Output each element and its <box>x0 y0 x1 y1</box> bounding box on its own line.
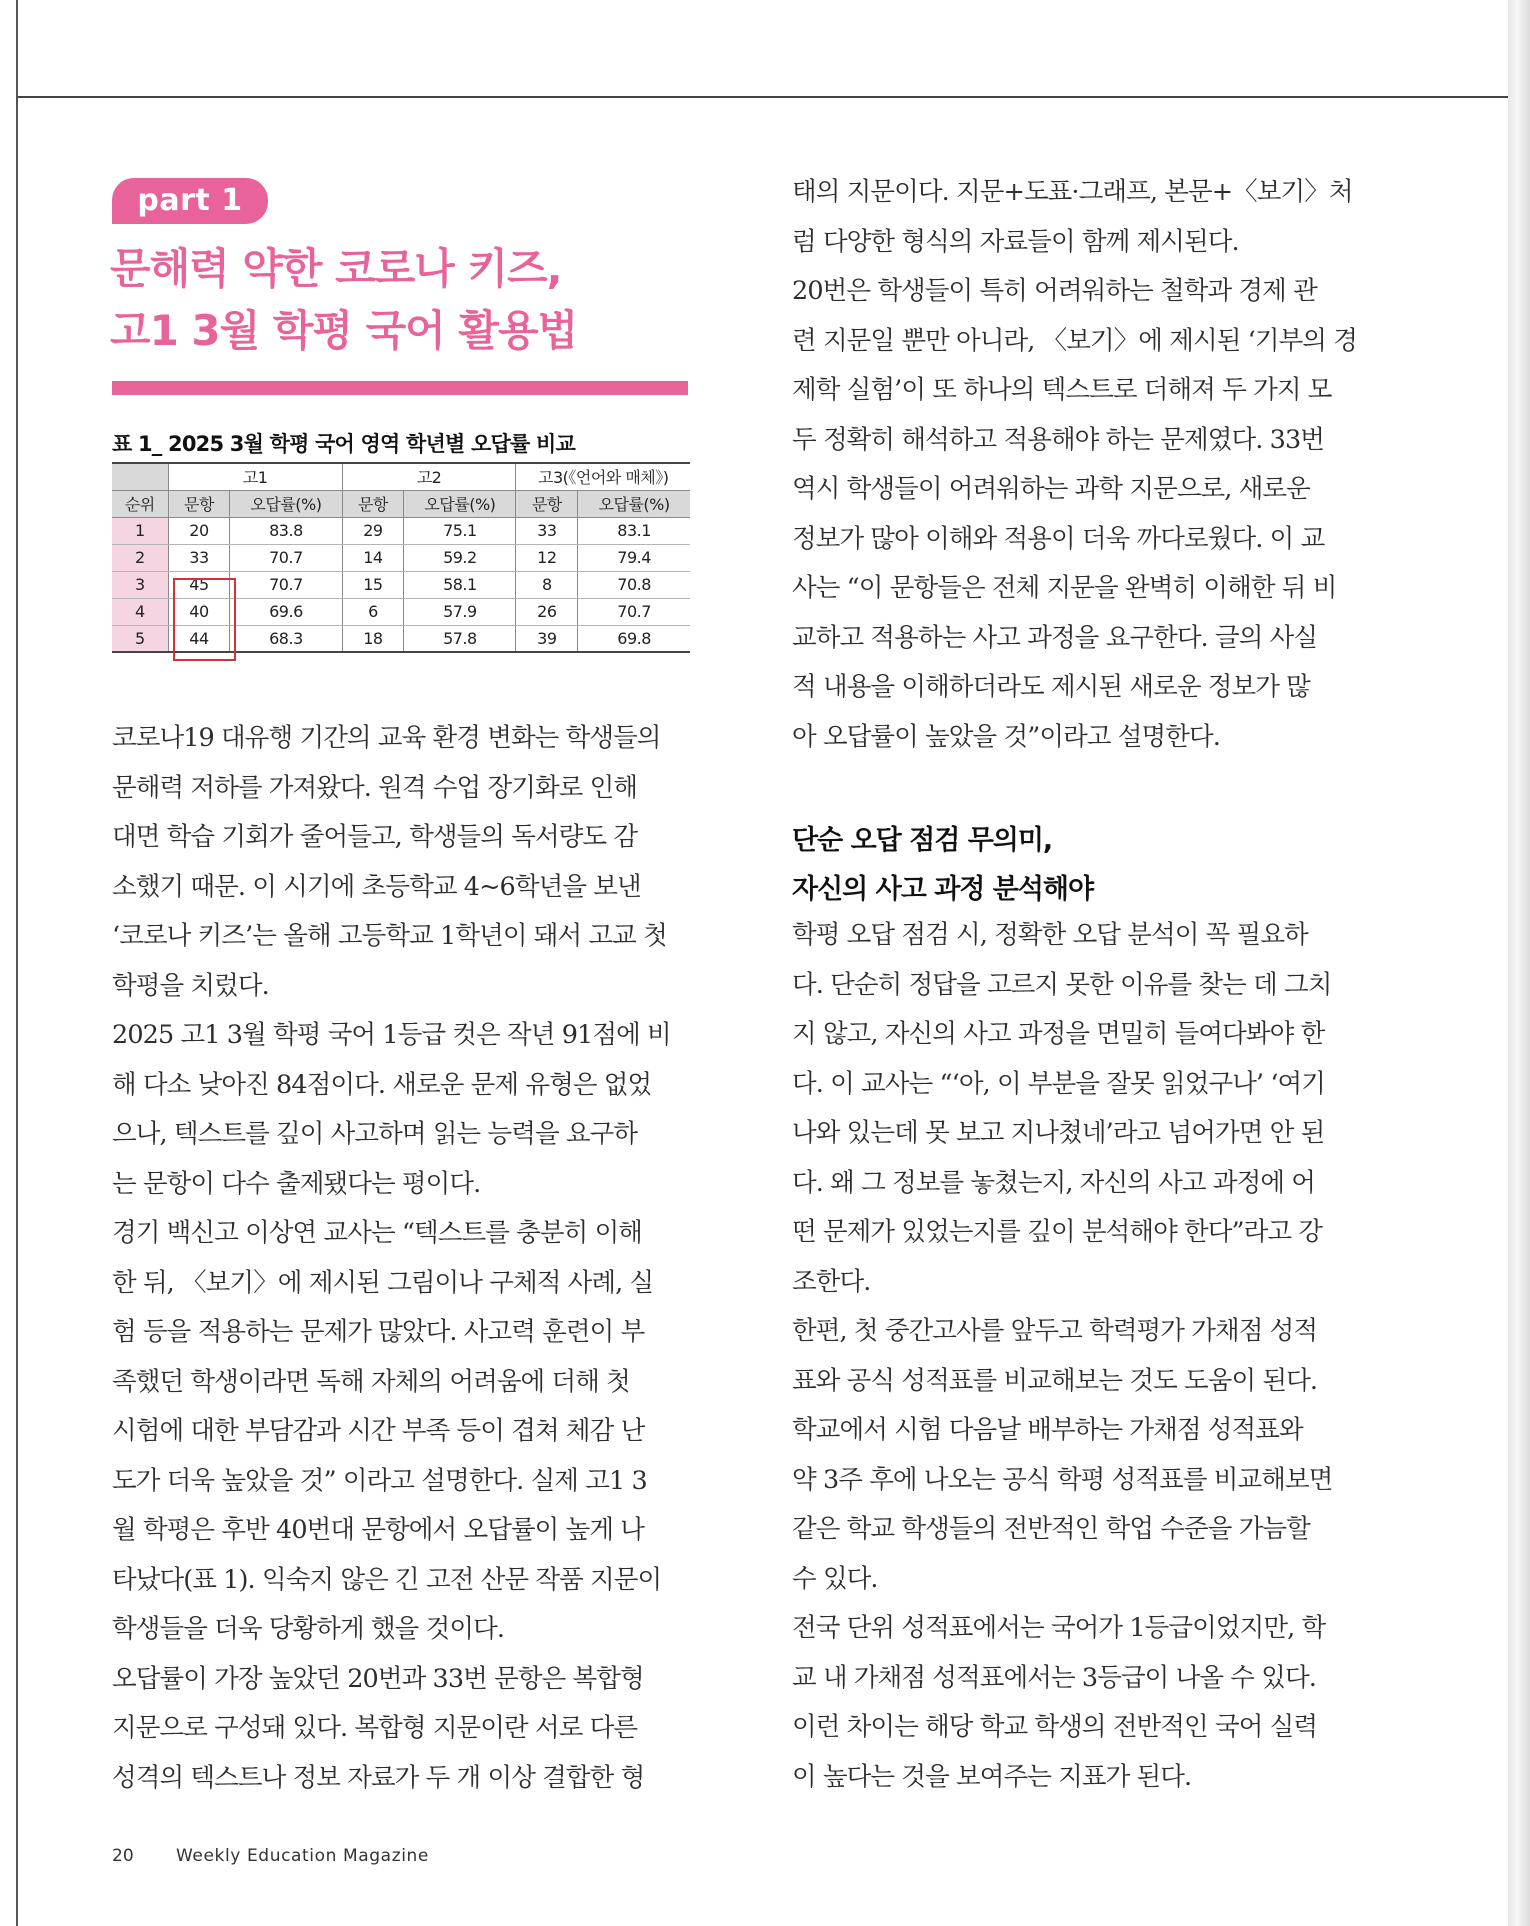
table-corner <box>112 463 168 490</box>
table-cell: 70.8 <box>578 571 690 598</box>
text-line: 월 학평은 후반 40번대 문항에서 오답률이 높게 나 <box>112 1515 645 1545</box>
table-cell: 39 <box>516 625 578 652</box>
text-line: 럼 다양한 형식의 자료들이 함께 제시된다. <box>792 226 1239 257</box>
text-line: 해 다소 낮아진 84점이다. 새로운 문제 유형은 없었 <box>112 1069 652 1100</box>
text-line: 족했던 학생이라면 독해 자체의 어려움에 더해 첫 <box>112 1366 630 1397</box>
text-line: 같은 학교 학생들의 전반적인 학업 수준을 가늠할 <box>792 1514 1310 1544</box>
table-cell: 29 <box>342 517 404 544</box>
column-header: 문항 <box>342 490 404 517</box>
right-body-text-1 <box>792 168 1372 762</box>
text-line: 교 내 가채점 성적표에서는 3등급이 나올 수 있다. <box>792 1662 1316 1693</box>
text-line: 코로나19 대유행 기간의 교육 환경 변화는 학생들의 <box>112 723 661 753</box>
rank-header: 순위 <box>112 490 168 517</box>
subhead-line: 단순 오답 점검 무의미, <box>792 825 1053 856</box>
table-cell: 70.7 <box>578 598 690 625</box>
text-line: 으나, 텍스트를 깊이 사고하며 읽는 능력을 요구하 <box>112 1119 638 1149</box>
text-line: 수 있다. <box>792 1563 878 1594</box>
table-cell: 69.8 <box>578 625 690 652</box>
highlight-box <box>173 578 236 661</box>
table-caption: 표 1_ 2025 3월 학평 국어 영역 학년별 오답률 비교 <box>112 432 575 456</box>
table-cell: 57.9 <box>404 598 516 625</box>
table-cell: 70.7 <box>230 571 342 598</box>
magazine-name: Weekly Education Magazine <box>176 1846 429 1866</box>
rank-cell: 1 <box>112 517 168 544</box>
text-line: 오답률이 가장 높았던 20번과 33번 문항은 복합형 <box>112 1663 644 1694</box>
table-cell: 75.1 <box>404 517 516 544</box>
table-cell: 26 <box>516 598 578 625</box>
text-line: 대면 학습 기회가 줄어들고, 학생들의 독서량도 감 <box>112 822 638 852</box>
text-line: 타났다(표 1). 익숙지 않은 긴 고전 산문 작품 지문이 <box>112 1564 662 1595</box>
text-line: 소했기 때문. 이 시기에 초등학교 4~6학년을 보낸 <box>112 871 641 902</box>
subhead-line: 자신의 사고 과정 분석해야 <box>792 874 1094 905</box>
column-header: 오답률(%) <box>230 490 342 517</box>
table-cell: 44 <box>168 625 230 652</box>
text-line: 역시 학생들이 어려워하는 과학 지문으로, 새로운 <box>792 474 1310 504</box>
text-line: 사는 “이 문항들은 전체 지문을 완벽히 이해한 뒤 비 <box>792 573 1337 603</box>
text-line: 정보가 많아 이해와 적용이 더욱 까다로웠다. 이 교 <box>792 523 1325 554</box>
table-cell: 18 <box>342 625 404 652</box>
page-number: 20 <box>112 1846 134 1866</box>
table-cell: 70.7 <box>230 544 342 571</box>
table-cell: 33 <box>168 544 230 571</box>
rank-cell: 3 <box>112 571 168 598</box>
text-line: 학교에서 시험 다음날 배부하는 가채점 성적표와 <box>792 1415 1303 1445</box>
text-line: 학평 오답 점검 시, 정확한 오답 분석이 꼭 필요하 <box>792 920 1308 950</box>
text-line: 제학 실험’이 또 하나의 텍스트로 더해져 두 가지 모 <box>792 375 1332 405</box>
text-line: 교하고 적용하는 사고 과정을 요구한다. 글의 사실 <box>792 622 1318 653</box>
table-row <box>112 517 690 544</box>
text-line: 태의 지문이다. 지문+도표·그래프, 본문+〈보기〉처 <box>792 177 1353 207</box>
text-line: 지문으로 구성돼 있다. 복합형 지문이란 서로 다른 <box>112 1713 638 1743</box>
text-line: 지 않고, 자신의 사고 과정을 면밀히 들여다봐야 한 <box>792 1019 1325 1049</box>
text-line: 경기 백신고 이상연 교사는 “텍스트를 충분히 이해 <box>112 1218 643 1248</box>
text-line: 2025 고1 3월 학평 국어 1등급 컷은 작년 91점에 비 <box>112 1020 671 1050</box>
left-body-text <box>112 714 692 1803</box>
table-cell: 40 <box>168 598 230 625</box>
text-line: 표와 공식 성적표를 비교해보는 것도 도움이 된다. <box>792 1365 1318 1396</box>
text-line: 다. 이 교사는 “‘아, 이 부분을 잘못 읽었구나’ ‘여기 <box>792 1068 1326 1099</box>
text-line: 련 지문일 뿐만 아니라, 〈보기〉에 제시된 ‘기부의 경 <box>792 325 1357 356</box>
text-line: 다. 왜 그 정보를 놓쳤는지, 자신의 사고 과정에 어 <box>792 1167 1315 1198</box>
table-cell: 59.2 <box>404 544 516 571</box>
text-line: 두 정확히 해석하고 적용해야 하는 문제였다. 33번 <box>792 424 1325 455</box>
text-line: 적 내용을 이해하더라도 제시된 새로운 정보가 많 <box>792 672 1310 702</box>
rank-cell: 2 <box>112 544 168 571</box>
right-body-text-2 <box>792 911 1372 1802</box>
text-line: 한 뒤, 〈보기〉에 제시된 그림이나 구체적 사례, 실 <box>112 1267 654 1298</box>
text-line: 한편, 첫 중간고사를 앞두고 학력평가 가채점 성적 <box>792 1316 1318 1346</box>
headline-line: 고1 3월 학평 국어 활용법 <box>110 306 578 355</box>
table-cell: 58.1 <box>404 571 516 598</box>
part-badge: part 1 <box>112 178 268 224</box>
article-headline <box>110 238 700 362</box>
text-line: 도가 더욱 높았을 것” 이라고 설명한다. 실제 고1 3 <box>112 1465 647 1496</box>
group-header-grade3: 고3(《언어와 매체》) <box>516 463 690 490</box>
text-line: 는 문항이 다수 출제됐다는 평이다. <box>112 1168 481 1199</box>
table-cell: 79.4 <box>578 544 690 571</box>
text-line: 성격의 텍스트나 정보 자료가 두 개 이상 결합한 형 <box>112 1762 645 1793</box>
table-cell: 69.6 <box>230 598 342 625</box>
text-line: 조한다. <box>792 1266 871 1297</box>
text-line: 약 3주 후에 나오는 공식 학평 성적표를 비교해보면 <box>792 1464 1333 1495</box>
table-cell: 12 <box>516 544 578 571</box>
table-cell: 20 <box>168 517 230 544</box>
text-line: 20번은 학생들이 특히 어려워하는 철학과 경제 관 <box>792 276 1317 306</box>
section-subhead <box>792 816 1372 914</box>
text-line: 학생들을 더욱 당황하게 했을 것이다. <box>112 1614 505 1644</box>
rank-cell: 5 <box>112 625 168 652</box>
text-line: 학평을 치렀다. <box>112 970 269 1001</box>
text-line: 전국 단위 성적표에서는 국어가 1등급이었지만, 학 <box>792 1613 1326 1643</box>
group-header-grade2: 고2 <box>342 463 516 490</box>
text-line: 떤 문제가 있었는지를 깊이 분석해야 한다”라고 강 <box>792 1217 1323 1247</box>
table-cell: 57.8 <box>404 625 516 652</box>
headline-divider <box>112 381 688 395</box>
column-header: 오답률(%) <box>404 490 516 517</box>
table-cell: 45 <box>168 571 230 598</box>
text-line: ‘코로나 키즈’는 올해 고등학교 1학년이 돼서 고교 첫 <box>112 921 667 951</box>
text-line: 험 등을 적용하는 문제가 많았다. 사고력 훈련이 부 <box>112 1317 645 1347</box>
table-cell: 33 <box>516 517 578 544</box>
column-header: 문항 <box>516 490 578 517</box>
table-row <box>112 544 690 571</box>
table-cell: 68.3 <box>230 625 342 652</box>
table-cell: 15 <box>342 571 404 598</box>
table-cell: 83.8 <box>230 517 342 544</box>
text-line: 이 높다는 것을 보여주는 지표가 된다. <box>792 1761 1192 1792</box>
text-line: 아 오답률이 높았을 것”이라고 설명한다. <box>792 721 1220 752</box>
page-header-band <box>18 0 1508 98</box>
page-edge <box>1508 0 1530 1926</box>
text-line: 나와 있는데 못 보고 지나쳤네’라고 넘어가면 안 된 <box>792 1118 1325 1148</box>
headline-line: 문해력 약한 코로나 키즈, <box>110 244 562 293</box>
text-line: 이런 차이는 해당 학교 학생의 전반적인 국어 실력 <box>792 1712 1318 1742</box>
column-header: 문항 <box>168 490 230 517</box>
table-cell: 8 <box>516 571 578 598</box>
group-header-grade1: 고1 <box>168 463 342 490</box>
text-line: 다. 단순히 정답을 고르지 못한 이유를 찾는 데 그치 <box>792 969 1332 1000</box>
rank-cell: 4 <box>112 598 168 625</box>
table-cell: 6 <box>342 598 404 625</box>
text-line: 문해력 저하를 가져왔다. 원격 수업 장기화로 인해 <box>112 772 638 803</box>
table-cell: 83.1 <box>578 517 690 544</box>
table-cell: 14 <box>342 544 404 571</box>
text-line: 시험에 대한 부담감과 시간 부족 등이 겹쳐 체감 난 <box>112 1416 645 1446</box>
column-header: 오답률(%) <box>578 490 690 517</box>
